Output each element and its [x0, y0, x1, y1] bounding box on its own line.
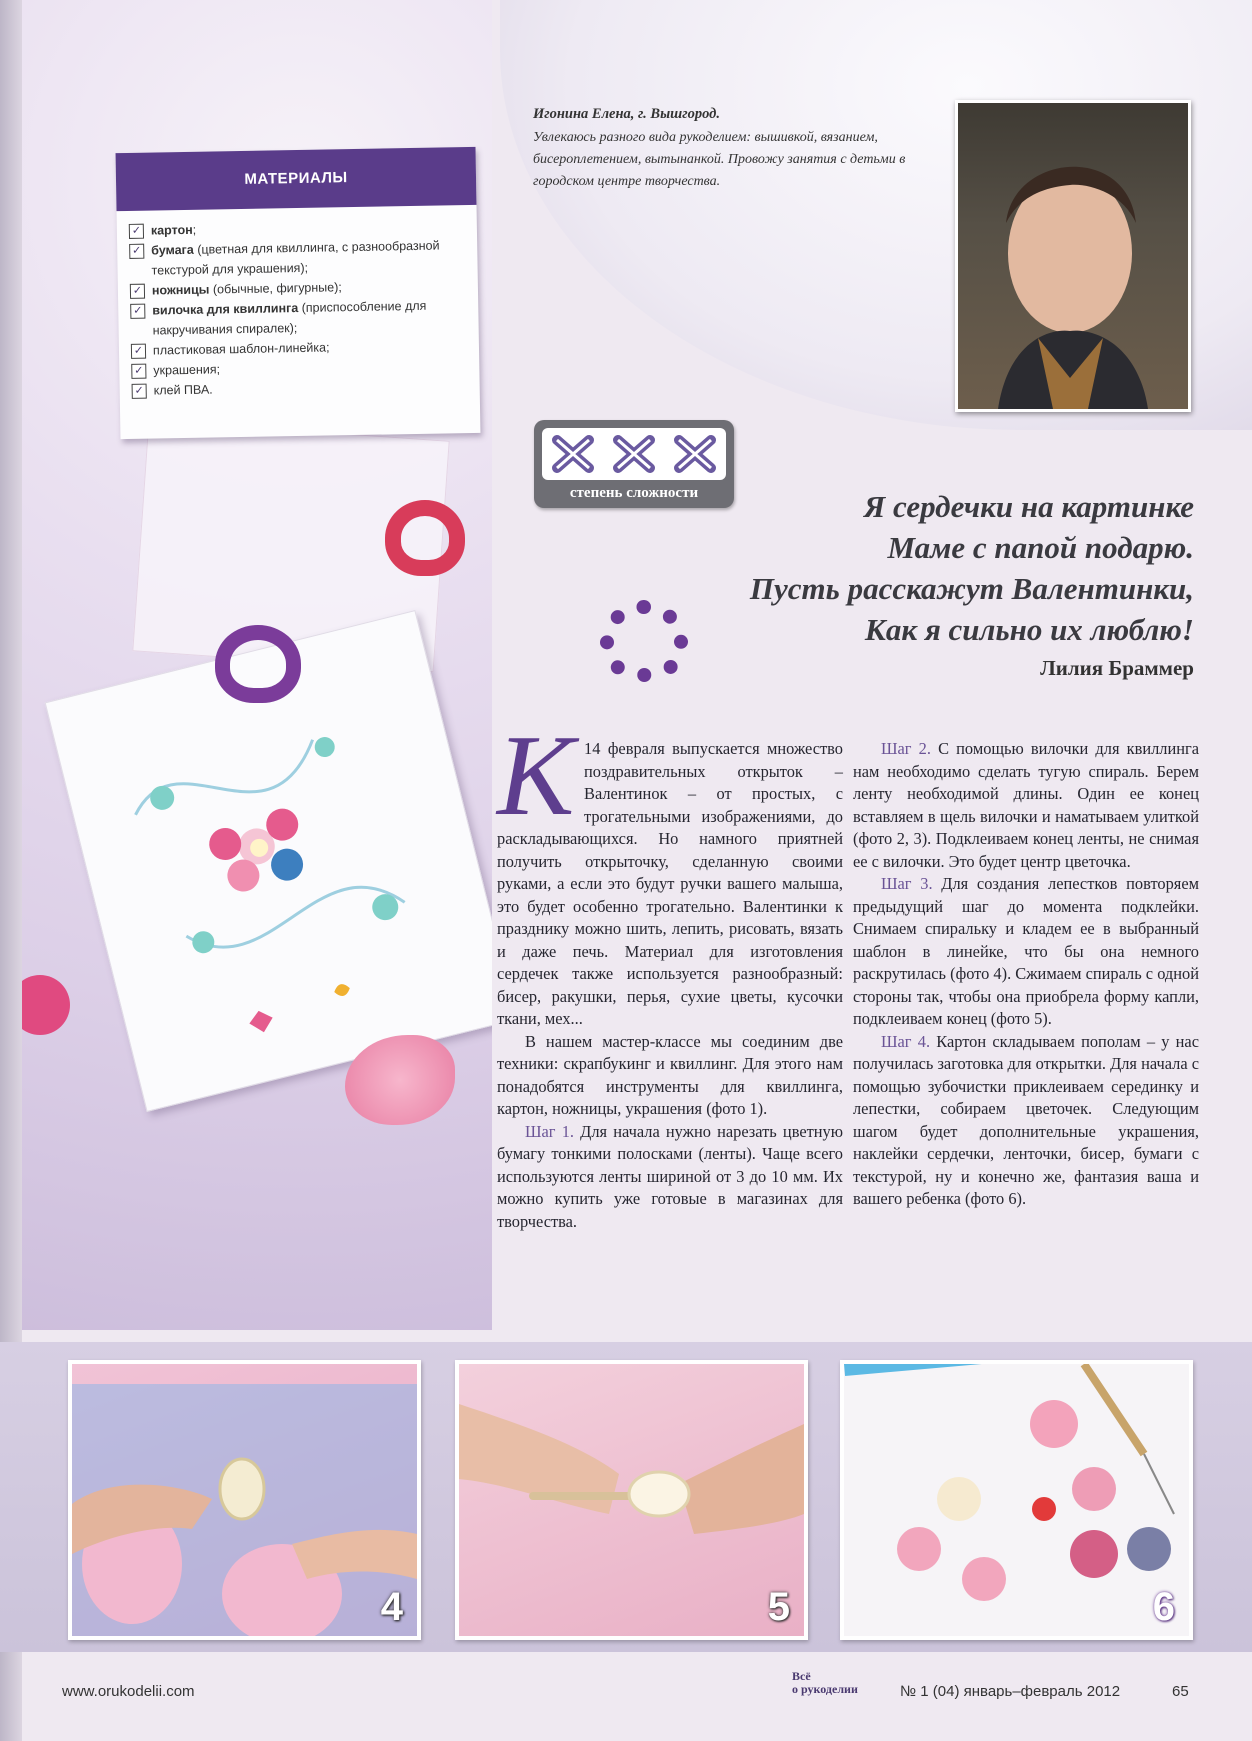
magazine-logo: Всё о рукоделии	[792, 1669, 858, 1696]
article-column-1	[497, 712, 843, 1233]
materials-item: ✓ бумага (цветная для квиллинга, с разнообразной текстурой для украшения);	[129, 235, 478, 281]
cross-stitch-icon	[551, 434, 595, 474]
photo-number: 6	[1152, 1585, 1175, 1629]
poem-line: Маме с папой подарю.	[887, 530, 1194, 565]
poem	[554, 486, 1194, 650]
difficulty-label: степень сложности	[569, 485, 699, 501]
materials-item: ✓ ножницы (обычные, фигурные);	[130, 275, 478, 301]
materials-title: МАТЕРИАЛЫ	[116, 147, 477, 211]
materials-item: ✓ клей ПВА.	[132, 375, 480, 401]
materials-item: ✓ вилочка для квиллинга (приспособление для накручивания спиралек);	[130, 295, 479, 341]
article-column-2	[853, 738, 1199, 1211]
article-step-1: Шаг 1. Для начала нужно нарезать цветную бумагу тонкими полосками (ленты). Чаще всего используются ленты шириной от 3 до 10 мм. Их можно купить уже готовые в магазинах для творчества.	[497, 1121, 843, 1231]
poem-line: Я сердечки на картинке	[863, 489, 1194, 524]
red-glitter-heart-icon	[385, 500, 465, 576]
difficulty-icons	[542, 428, 726, 480]
article-paragraph: К 14 февраля выпускается множество поздравительных открыток – Валентинок – от простых, с трогательными изображениями, до раскладывающихся. Но намного приятней получить открыточку, сделанную своими руками, а если это будут ручки вашего малыша, это будет особенно трогательно. Валентинки к празднику можно шить, лепить, рисовать, вязать и даже печь. Материал для изготовления сердечек также используется разнообразный: бисер, ракушки, перья, сухие цветы, кусочки ткани, мех...	[497, 712, 843, 1028]
footer-website: www.orukodelii.com	[62, 1683, 195, 1700]
footer-issue: № 1 (04) январь–февраль 2012	[900, 1683, 1121, 1700]
author-name: Игонина Елена, г. Вышгород.	[533, 106, 720, 122]
page-number: 65	[1172, 1683, 1189, 1700]
author-bio: Увлекаюсь разного вида рукоделием: вышивкой, вязанием, бисероплетением, вытынанкой. Провожу занятия с детьми в городском центре творчества.	[533, 130, 906, 189]
fingers-spiral-graphic	[459, 1364, 804, 1636]
cross-stitch-icon	[673, 434, 717, 474]
drop-cap: К	[497, 712, 575, 840]
poem-author: Лилия Браммер	[1040, 656, 1194, 680]
article-paragraph: В нашем мастер-классе мы соединим две техники: скрапбукинг и квиллинг. Для этого нам понадобятся инструменты для квиллинга, картон, ножницы, украшения (фото 1).	[497, 1031, 843, 1118]
article-step-3: Шаг 3. Для создания лепестков повторяем предыдущий шаг до момента подклейки. Снимаем спиральку и кладем ее в выбранный шаблон в линейке, что бы она немного раскрутилась (фото 4). Сжимаем спираль с одной стороны так, чтобы она приобрела форму капли, подклеиваем конец (фото 5).	[853, 874, 1199, 1028]
poem-line: Как я сильно их люблю!	[864, 612, 1194, 647]
photo-number: 5	[767, 1585, 790, 1629]
step-photo-4	[68, 1360, 421, 1640]
materials-item: ✓ пластиковая шаблон-линейка;	[131, 335, 479, 361]
materials-item: ✓ украшения;	[131, 355, 479, 381]
template-ruler-graphic	[72, 1364, 417, 1636]
quilled-petals-graphic	[844, 1364, 1189, 1636]
author-portrait	[955, 100, 1191, 412]
article-step-2: Шаг 2. С помощью вилочки для квиллинга нам необходимо сделать тугую спираль. Берем ленту необходимой длины. Один ее конец вставляем в щель вилочки и наматываем улиткой (фото 2, 3). Подклеиваем конец ленты, не снимая ее с вилочки. Это будет центр цветочка.	[853, 739, 1199, 871]
purple-glitter-heart-icon	[215, 625, 301, 703]
poem-line: Пусть расскажут Валентинки,	[749, 571, 1194, 606]
materials-item: ✓ картон;	[129, 215, 477, 241]
cross-stitch-icon	[612, 434, 656, 474]
step-photo-6	[840, 1360, 1193, 1640]
article-step-4: Шаг 4. Картон складываем пополам – у нас получилась заготовка для открытки. Для начала с помощью зубочистки приклеиваем серединку и лепестки, собираем цветочек. Следующим шагом будет дополнительные украшения, наклейки сердечки, ленточки, бисер, бумаги с текстурой, ну и конечно же, фантазия ваша и вашего ребенка (фото 6).	[853, 1031, 1199, 1208]
step-photo-5	[455, 1360, 808, 1640]
portrait-graphic	[958, 103, 1188, 409]
materials-box	[116, 147, 481, 439]
materials-list	[129, 215, 480, 401]
photo-number: 4	[380, 1585, 403, 1629]
